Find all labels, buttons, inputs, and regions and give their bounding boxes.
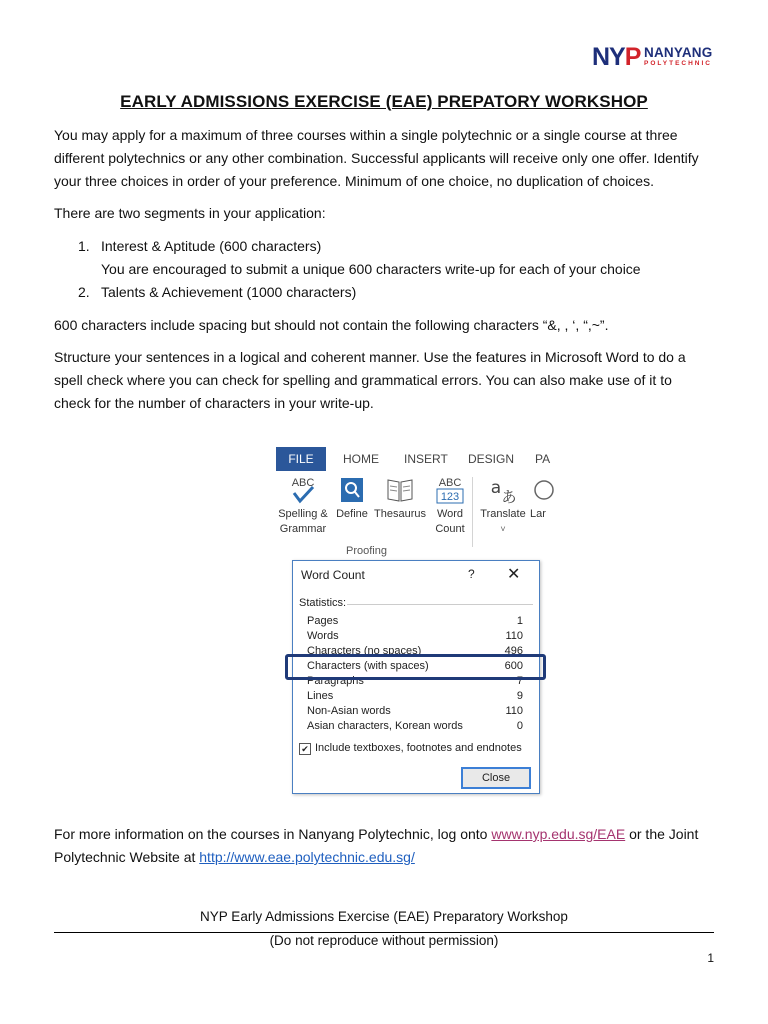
- footer-notice: (Do not reproduce without permission): [269, 933, 499, 948]
- stat-row: Asian characters, Korean words 0: [307, 720, 523, 732]
- svg-text:a: a: [490, 478, 502, 498]
- svg-text:ABC: ABC: [291, 477, 315, 489]
- thesaurus-button[interactable]: Thesaurus: [372, 475, 428, 522]
- segments-list: [0, 235, 768, 307]
- tab-design[interactable]: DESIGN: [468, 452, 515, 466]
- structure-paragraph: Structure your sentences in a logical and coherent manner. Use the features in Microsoft Word to do a spell check where you can check for spelling and grammatical errors. You can also make use of it to check for the number of characters in your write-up.: [54, 349, 686, 411]
- close-button[interactable]: Close: [461, 767, 531, 789]
- ribbon-review: [276, 471, 546, 559]
- joint-polytechnic-link[interactable]: http://www.eae.polytechnic.edu.sg/: [199, 849, 415, 865]
- thesaurus-icon: [384, 475, 416, 505]
- language-button[interactable]: Lar: [530, 475, 560, 522]
- dialog-title: Word Count: [301, 568, 365, 582]
- stat-row: Lines 9: [307, 690, 523, 702]
- statistics-divider: [347, 604, 533, 605]
- character-rule: 600 characters include spacing but should not contain the following characters “&, , ‘, “,~”.: [54, 317, 609, 333]
- highlight-box: [285, 654, 546, 680]
- word-count-dialog: [292, 560, 540, 794]
- list-item-number: 2.: [78, 284, 90, 300]
- nyp-logo-mark: NYP: [592, 43, 641, 71]
- more-info-paragraph: For more information on the courses in Nanyang Polytechnic, log onto www.nyp.edu.sg/EAE or the Joint Polytechnic Website at http://www.eae.polytechnic.edu.sg/: [54, 826, 699, 865]
- spelling-check-icon: [288, 475, 318, 505]
- svg-text:あ: あ: [501, 488, 517, 506]
- define-icon: [337, 475, 367, 505]
- intro-paragraph: You may apply for a maximum of three courses within a single polytechnic or a single course at three different polytechnics or any other combination. Successful applicants will receive only one offer. Identify your three choices in order of your preference. Minimum of one choice, no duplication of choices.: [54, 127, 699, 189]
- stat-row: Non-Asian words 110: [307, 705, 523, 717]
- footer-title: NYP Early Admissions Exercise (EAE) Preparatory Workshop: [200, 909, 568, 924]
- word-count-icon: [435, 475, 465, 505]
- tab-file[interactable]: FILE: [276, 447, 326, 471]
- include-textboxes-label: Include textboxes, footnotes and endnotes: [315, 742, 522, 754]
- ribbon-tabs: [276, 447, 551, 471]
- list-item: Talents & Achievement (1000 characters): [101, 284, 357, 300]
- tab-home[interactable]: HOME: [343, 452, 379, 466]
- statistics-label: Statistics:: [299, 597, 347, 609]
- list-item-number: 1.: [78, 238, 90, 254]
- define-button[interactable]: Define: [334, 475, 370, 522]
- page-title: EARLY ADMISSIONS EXERCISE (EAE) PREPATORY WORKSHOP: [120, 92, 648, 111]
- stat-row: Characters (no spaces) 496: [307, 645, 523, 657]
- language-icon: [530, 475, 550, 505]
- stat-row: Paragraphs 7: [307, 675, 523, 687]
- svg-text:ABC: ABC: [438, 477, 462, 489]
- page-number: 1: [707, 951, 714, 965]
- word-screenshot: [276, 447, 551, 805]
- spelling-grammar-button[interactable]: ABC Spelling & Grammar: [278, 477, 328, 535]
- ribbon-group-separator: [472, 477, 473, 547]
- translate-icon: [487, 475, 519, 505]
- stat-row: Words 110: [307, 630, 523, 642]
- close-icon[interactable]: ✕: [507, 566, 521, 583]
- help-button[interactable]: ?: [468, 567, 475, 581]
- include-textboxes-checkbox[interactable]: ✔: [299, 743, 311, 755]
- ribbon-group-label: Proofing: [346, 545, 387, 557]
- logo-subtitle: POLYTECHNIC: [644, 60, 712, 67]
- tab-page-layout[interactable]: PA: [535, 452, 551, 466]
- nyp-eae-link[interactable]: www.nyp.edu.sg/EAE: [491, 826, 626, 842]
- logo-name: NANYANG: [644, 45, 713, 60]
- nyp-logo: [592, 44, 722, 70]
- stat-row: Pages 1: [307, 615, 523, 627]
- word-count-button[interactable]: ABC 123 Word Count: [435, 477, 465, 535]
- stat-row-characters-with-spaces: Characters (with spaces) 600: [307, 660, 523, 672]
- list-item: Interest & Aptitude (600 characters): [101, 238, 322, 254]
- svg-text:123: 123: [440, 491, 460, 503]
- list-item-note: You are encouraged to submit a unique 600 characters write-up for each of your choice: [101, 261, 641, 277]
- segments-intro: There are two segments in your application:: [54, 205, 326, 221]
- translate-button[interactable]: a あ Translate ˅: [476, 475, 530, 537]
- tab-insert[interactable]: INSERT: [404, 452, 448, 466]
